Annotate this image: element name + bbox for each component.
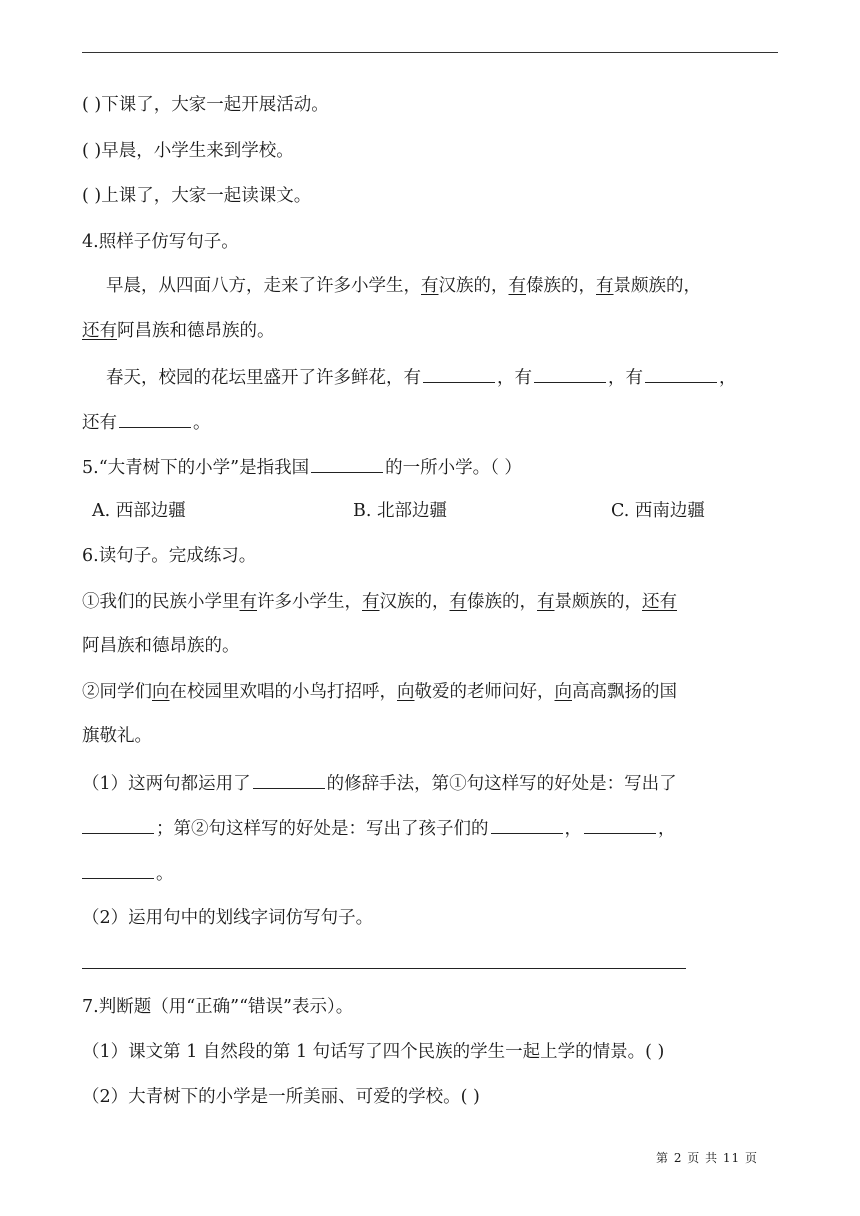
q4-example-line-2: 还有阿昌族和德昂族的。: [82, 321, 275, 341]
option-b[interactable]: B. 北部边疆: [353, 501, 447, 521]
q6-sentence-2-line-1: ②同学们向在校园里欢唱的小鸟打招呼，向敬爱的老师问好，向高高飘扬的国: [82, 682, 677, 702]
order-item-2: ( )早晨，小学生来到学校。: [82, 141, 294, 161]
q6-sentence-1-line-2: 阿昌族和德昂族的。: [82, 636, 240, 656]
q6-sentence-2-line-2: 旗敬礼。: [82, 726, 152, 746]
answer-blank[interactable]: [491, 815, 563, 834]
q7-item-2: （2）大青树下的小学是一所美丽、可爱的学校。( ): [82, 1087, 480, 1107]
option-a[interactable]: A. 西部边疆: [92, 501, 186, 521]
option-c[interactable]: C. 西南边疆: [611, 501, 705, 521]
q4-task-line-1: 春天，校园的花坛里盛开了许多鲜花，有 ，有 ，有 ，: [106, 364, 737, 390]
q6-sub-1-line-3: 。: [82, 860, 174, 886]
q6-sub-2: （2）运用句中的划线字词仿写句子。: [82, 908, 374, 928]
header-rule: [82, 52, 778, 53]
answer-blank[interactable]: [82, 860, 154, 879]
q7-item-1: （1）课文第 1 自然段的第 1 句话写了四个民族的学生一起上学的情景。( ): [82, 1042, 665, 1062]
q4-example-line-1: 早晨，从四面八方，走来了许多小学生，有汉族的，有傣族的，有景颇族的，: [106, 276, 701, 296]
answer-blank[interactable]: [534, 364, 606, 383]
order-item-3: ( )上课了，大家一起读课文。: [82, 186, 312, 206]
question-5: 5.“大青树下的小学”是指我国 的一所小学。（ ）: [82, 454, 522, 480]
answer-blank[interactable]: [645, 364, 717, 383]
question-6-title: 6.读句子。完成练习。: [82, 546, 257, 566]
q6-sub-1-line-1: （1）这两句都运用了 的修辞手法，第①句这样写的好处是：写出了: [82, 770, 677, 796]
q6-sub-1-line-2: ；第②句这样写的好处是：写出了孩子们的 ， ，: [82, 815, 676, 841]
question-4-title: 4.照样子仿写句子。: [82, 232, 239, 252]
q6-sentence-1-line-1: ①我们的民族小学里有许多小学生，有汉族的，有傣族的，有景颇族的，还有: [82, 592, 677, 612]
answer-blank[interactable]: [119, 409, 191, 428]
answer-blank[interactable]: [584, 815, 656, 834]
answer-blank[interactable]: [311, 454, 383, 473]
answer-blank[interactable]: [423, 364, 495, 383]
q4-task-line-2: 还有 。: [82, 409, 211, 435]
answer-blank[interactable]: [82, 815, 154, 834]
order-item-1: ( )下课了，大家一起开展活动。: [82, 95, 329, 115]
answer-line[interactable]: [82, 968, 686, 969]
question-7-title: 7.判断题（用“正确”“错误”表示）。: [82, 997, 354, 1017]
answer-blank[interactable]: [253, 770, 325, 789]
page-footer: 第 2 页 共 11 页: [656, 1151, 758, 1165]
